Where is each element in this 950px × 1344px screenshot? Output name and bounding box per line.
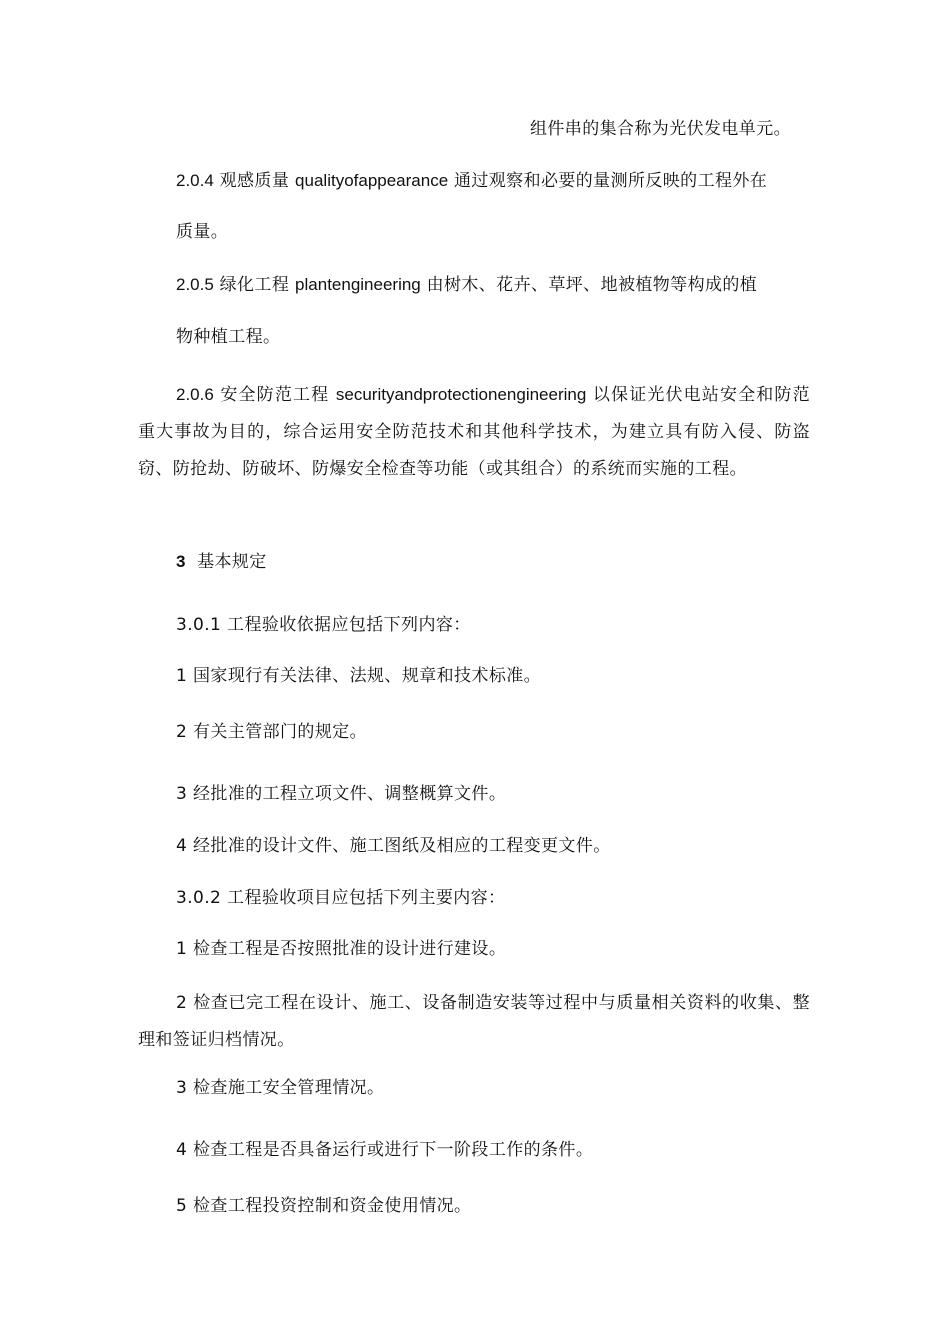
term-english: plantengineering [295, 275, 421, 294]
clause-3-0-2-item-2: 2 检查已完工程在设计、施工、设备制造安装等过程中与质量相关资料的收集、整理和签证归档情况。 [138, 993, 810, 1050]
clause-3-0-1-item-4: 4 经批准的设计文件、施工图纸及相应的工程变更文件。 [176, 836, 611, 856]
clause-3-0-1-heading: 3.0.1 工程验收依据应包括下列内容： [176, 615, 471, 635]
clause-3-0-2-item-1: 1 检查工程是否按照批准的设计进行建设。 [176, 939, 507, 959]
clause-number: 2.0.6 [176, 385, 214, 404]
term-chinese: 安全防范工程 [220, 385, 330, 405]
term-definition: 通过观察和必要的量测所反映的工程外在 [453, 171, 768, 191]
clause-2-0-4-line-1 [176, 169, 767, 193]
chapter-heading [176, 550, 267, 574]
chapter-title: 基本规定 [197, 552, 267, 572]
clause-2-0-5-line-1 [176, 273, 757, 297]
chapter-number: 3 [176, 552, 186, 571]
clause-2-0-4-line-2: 质量。 [176, 222, 229, 242]
clause-3-0-1-item-1: 1 国家现行有关法律、法规、规章和技术标准。 [176, 666, 542, 686]
clause-2-0-6 [138, 376, 810, 488]
clause-3-0-2-item-5: 5 检查工程投资控制和资金使用情况。 [176, 1196, 472, 1216]
clause-3-0-1-item-3: 3 经批准的工程立项文件、调整概算文件。 [176, 784, 507, 804]
term-chinese: 观感质量 [219, 171, 290, 191]
term-english: securityandprotectionengineering [335, 385, 587, 404]
continuation-line: 组件串的集合称为光伏发电单元。 [530, 119, 791, 139]
clause-number: 2.0.5 [176, 275, 214, 294]
term-chinese: 绿化工程 [219, 275, 290, 295]
term-definition: 由树木、花卉、草坪、地被植物等构成的植 [426, 275, 758, 295]
term-english: qualityofappearance [295, 171, 449, 190]
clause-3-0-1-item-2: 2 有关主管部门的规定。 [176, 722, 368, 742]
clause-number: 2.0.4 [176, 171, 214, 190]
clause-3-0-2-item-4: 4 检查工程是否具备运行或进行下一阶段工作的条件。 [176, 1140, 594, 1160]
clause-3-0-2-item-3: 3 检查施工安全管理情况。 [176, 1078, 385, 1098]
clause-3-0-2-heading: 3.0.2 工程验收项目应包括下列主要内容： [176, 888, 506, 908]
term-definition: 以保证光伏电站安全和防范重大事故为目的，综合运用安全防范技术和其他科学技术，为建立具有防入侵、防盗窃、防抢劫、防破坏、防爆安全检查等功能（或其组合）的系统而实施的工程。 [138, 385, 810, 479]
clause-2-0-5-line-2: 物种植工程。 [176, 327, 281, 347]
